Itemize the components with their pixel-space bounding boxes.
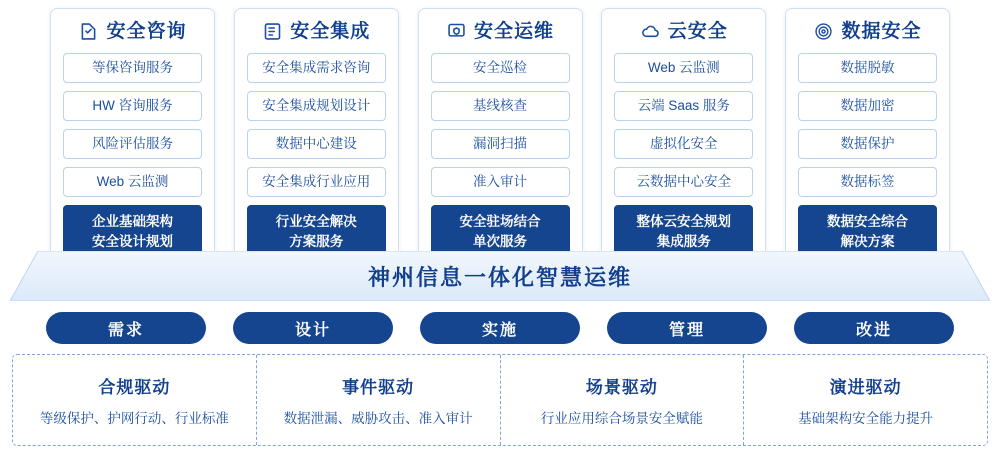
service-column-security-consulting [50, 8, 215, 272]
column-summary-line: 行业安全解决 [275, 214, 357, 229]
service-item[interactable]: Web 云监测 [614, 53, 753, 83]
driver-title: 事件驱动 [342, 378, 415, 397]
service-item[interactable]: 准入审计 [431, 167, 570, 197]
service-item[interactable]: 风险评估服务 [63, 129, 202, 159]
driver-title: 合规驱动 [98, 378, 171, 397]
driver-scenario [501, 355, 745, 445]
column-summary-line: 安全设计规划 [92, 233, 173, 249]
column-header [247, 21, 386, 42]
driver-title: 演进驱动 [829, 378, 902, 397]
driver-description: 行业应用综合场景安全赋能 [540, 411, 703, 426]
column-header [614, 21, 753, 42]
driver-title: 场景驱动 [585, 378, 658, 397]
phase-row [46, 312, 954, 344]
service-item[interactable]: 云端 Saas 服务 [614, 91, 753, 121]
phase-requirement[interactable]: 需求 [46, 312, 206, 344]
column-header [798, 21, 937, 42]
driver-description: 数据泄漏、威胁攻击、准入审计 [283, 411, 473, 426]
fingerprint-icon [813, 21, 834, 42]
integration-box-icon [262, 21, 283, 42]
phase-improvement[interactable]: 改进 [794, 312, 954, 344]
service-column-security-integration [234, 8, 399, 272]
platform-banner [10, 251, 990, 301]
driver-incident [257, 355, 501, 445]
column-title: 安全集成 [290, 21, 371, 42]
service-item[interactable]: 等保咨询服务 [63, 53, 202, 83]
driver-description: 基础架构安全能力提升 [798, 411, 934, 426]
service-item[interactable]: 安全巡检 [431, 53, 570, 83]
service-item[interactable]: 安全集成行业应用 [247, 167, 386, 197]
service-item[interactable]: 漏洞扫描 [431, 129, 570, 159]
column-summary-line: 单次服务 [473, 233, 527, 249]
column-title: 安全咨询 [106, 21, 187, 42]
column-title: 安全运维 [473, 21, 554, 42]
column-summary-line: 安全驻场结合 [459, 214, 541, 229]
driver-description: 等级保护、护网行动、行业标准 [39, 411, 229, 426]
column-summary-line: 数据安全综合 [827, 214, 908, 229]
service-item[interactable]: 数据标签 [798, 167, 937, 197]
platform-banner-title: 神州信息一体化智慧运维 [367, 264, 632, 290]
service-column-cloud-security [601, 8, 766, 272]
driver-evolution [744, 355, 987, 445]
cloud-icon [640, 21, 661, 42]
column-title: 云安全 [667, 21, 728, 42]
service-item[interactable]: Web 云监测 [63, 167, 202, 197]
monitor-shield-icon [446, 21, 467, 42]
column-summary-line: 解决方案 [840, 233, 895, 249]
column-summary-line: 企业基础架构 [92, 214, 173, 229]
service-columns [50, 8, 950, 272]
service-item[interactable]: 数据脱敏 [798, 53, 937, 83]
shield-document-icon [78, 21, 99, 42]
phase-management[interactable]: 管理 [607, 312, 767, 344]
service-item[interactable]: 数据中心建设 [247, 129, 386, 159]
service-column-data-security [785, 8, 950, 272]
column-header [63, 21, 202, 42]
column-header [431, 21, 570, 42]
service-column-security-operations [418, 8, 583, 272]
driver-row [12, 354, 988, 446]
service-item[interactable]: 云数据中心安全 [614, 167, 753, 197]
service-item[interactable]: 数据保护 [798, 129, 937, 159]
service-item[interactable]: 虚拟化安全 [614, 129, 753, 159]
service-item[interactable]: 基线核查 [431, 91, 570, 121]
service-item[interactable]: 数据加密 [798, 91, 937, 121]
column-summary-line: 方案服务 [289, 233, 344, 249]
column-summary-line: 集成服务 [656, 233, 711, 249]
column-summary-line: 整体云安全规划 [636, 214, 731, 229]
phase-implementation[interactable]: 实施 [420, 312, 580, 344]
service-item[interactable]: HW 咨询服务 [63, 91, 202, 121]
service-item[interactable]: 安全集成需求咨询 [247, 53, 386, 83]
phase-design[interactable]: 设计 [233, 312, 393, 344]
service-item[interactable]: 安全集成规划设计 [247, 91, 386, 121]
driver-compliance [13, 355, 257, 445]
column-title: 数据安全 [841, 21, 922, 42]
